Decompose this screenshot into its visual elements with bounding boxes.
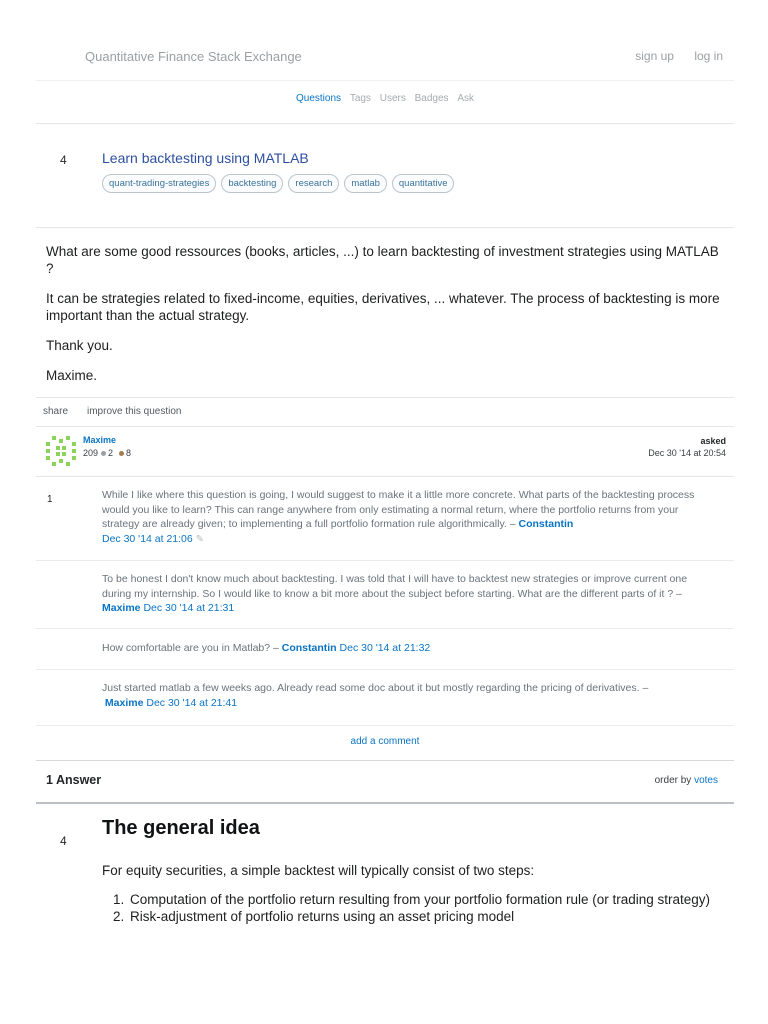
answers-count: 1 Answer — [46, 773, 102, 787]
asked-date: Dec 30 '14 at 20:54 — [648, 448, 726, 458]
nav-questions[interactable]: Questions — [296, 93, 342, 104]
answer-heading: The general idea — [102, 817, 260, 839]
list-item — [113, 908, 730, 925]
top-bar — [36, 0, 734, 124]
question-paragraph: It can be strategies related to fixed-income, equities, derivatives, ... whatever. The process of backtesting is more important than the actual strategy. — [46, 291, 720, 323]
comment-user-link[interactable]: Constantin — [518, 518, 574, 530]
comment-date-link[interactable]: Dec 30 '14 at 21:41 — [146, 696, 238, 709]
answer-vote-count: 4 — [60, 834, 67, 848]
question-title[interactable]: Learn backtesting using MATLAB — [102, 150, 309, 166]
comment-body — [102, 572, 712, 616]
post-menu — [36, 397, 734, 427]
tag-quantitative[interactable]: quantitative — [392, 174, 455, 193]
nav-divider — [36, 80, 734, 81]
asked-label: asked — [700, 436, 726, 446]
bronze-badge-icon — [119, 451, 124, 456]
auth-links — [618, 49, 723, 63]
list-item-number: 1. — [113, 892, 125, 907]
order-by — [655, 775, 718, 786]
list-item-text: Risk-adjustment of portfolio returns using an asset pricing model — [130, 909, 515, 924]
comment-text: Just started matlab a few weeks ago. Already read some doc about it but mostly regarding the pricing of derivatives. – — [102, 682, 649, 694]
comment-body — [102, 641, 712, 656]
tag-matlab[interactable]: matlab — [344, 174, 387, 193]
comment — [36, 477, 734, 561]
nav-ask[interactable]: Ask — [457, 93, 474, 104]
question-owner-card — [44, 434, 726, 470]
comment-user-link[interactable]: Constantin — [281, 642, 337, 654]
user-name-link[interactable]: Maxime — [83, 435, 117, 445]
comment-date-link[interactable]: Dec 30 '14 at 21:32 — [339, 642, 431, 654]
question-tags — [102, 174, 454, 193]
comment-user-link[interactable]: Maxime — [104, 696, 144, 709]
comment-date-link[interactable]: Dec 30 '14 at 21:06 — [102, 532, 193, 545]
comment — [36, 670, 734, 726]
user-reputation — [83, 448, 131, 458]
improve-question-link[interactable]: improve this question — [87, 406, 182, 417]
reputation-score: 209 — [83, 448, 99, 458]
comment-text: While I like where this question is going, I would suggest to make it a little more concrete. What parts of the backtesting process would you like to learn? This can range anywhere from only estimating a normal return, where the portfolio returns from your strategy are already given; to implementing a full portfolio formation rule algorithmically. – — [102, 489, 695, 530]
list-item-text: Computation of the portfolio return resulting from your portfolio formation rule (or trading strategy) — [130, 892, 711, 907]
share-link[interactable]: share — [43, 406, 69, 417]
nav-badges[interactable]: Badges — [414, 93, 449, 104]
asked-info — [648, 435, 726, 459]
tag-quant-trading-strategies[interactable]: quant-trading-strategies — [102, 174, 216, 193]
silver-badge-count: 2 — [108, 448, 114, 458]
avatar[interactable] — [46, 436, 76, 466]
main-nav — [36, 93, 734, 104]
comment-text: How comfortable are you in Matlab? – — [102, 642, 279, 654]
nav-tags[interactable]: Tags — [349, 93, 371, 104]
comment-user-link[interactable]: Maxime — [102, 602, 141, 614]
question-vote-count: 4 — [60, 153, 67, 167]
edited-pencil-icon: ✎ — [195, 533, 205, 545]
comment-date-link[interactable]: Dec 30 '14 at 21:31 — [143, 602, 235, 614]
comment — [36, 561, 734, 629]
bronze-badge-count: 8 — [126, 448, 132, 458]
log-in-link[interactable]: log in — [694, 49, 723, 63]
comment-text: To be honest I don't know much about backtesting. I was told that I will have to backtest new strategies or improve current one during my internship. So I would like to know a bit more about the subject before starting. What are the different parts of it ? – — [102, 573, 688, 600]
tag-research[interactable]: research — [288, 174, 339, 193]
question-paragraph: What are some good ressources (books, articles, ...) to learn backtesting of investment strategies using MATLAB ? — [46, 244, 719, 276]
add-comment-link[interactable]: add a comment — [350, 736, 420, 747]
divider — [36, 227, 734, 228]
question-paragraph: Thank you. — [46, 338, 113, 353]
comment-score: 1 — [47, 494, 53, 505]
question-body — [46, 243, 726, 397]
comment-body — [102, 681, 712, 710]
tag-backtesting[interactable]: backtesting — [221, 174, 283, 193]
divider — [36, 760, 734, 761]
order-by-votes-link[interactable]: votes — [694, 775, 718, 786]
answer-paragraph: For equity securities, a simple backtest will typically consist of two steps: — [102, 863, 535, 878]
question-paragraph: Maxime. — [46, 368, 98, 383]
silver-badge-icon — [101, 451, 106, 456]
answers-divider — [36, 802, 734, 804]
list-item — [113, 891, 730, 908]
list-item-number: 2. — [113, 909, 125, 924]
site-title[interactable]: Quantitative Finance Stack Exchange — [85, 49, 302, 64]
comment-body — [102, 488, 712, 547]
order-by-label: order by — [654, 775, 692, 786]
comment — [36, 629, 734, 670]
sign-up-link[interactable]: sign up — [635, 49, 674, 63]
nav-users[interactable]: Users — [379, 93, 406, 104]
answer-steps-list — [113, 891, 730, 925]
